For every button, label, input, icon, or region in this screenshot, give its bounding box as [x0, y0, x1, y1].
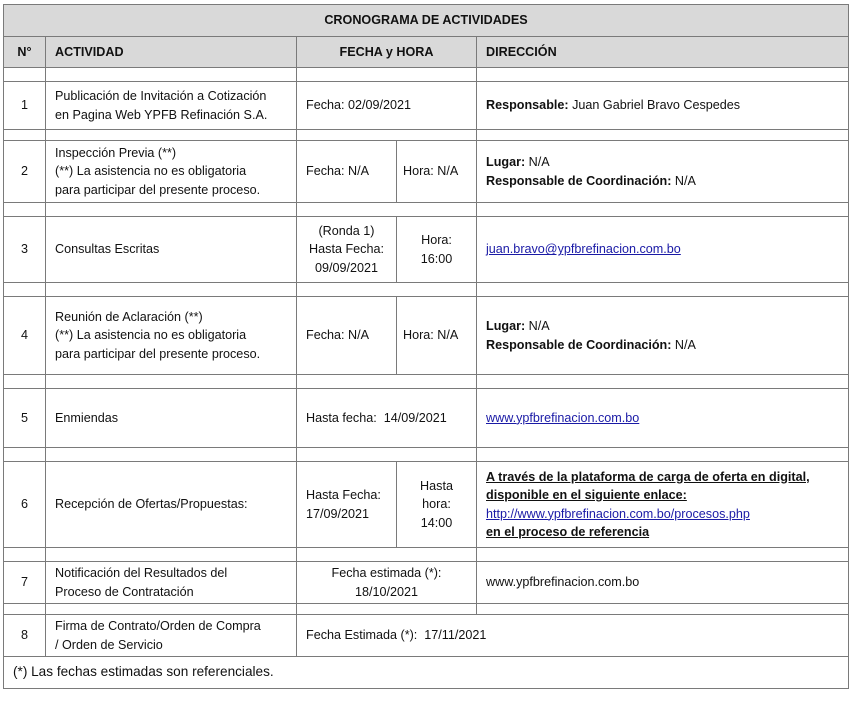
- row-number: 6: [4, 462, 46, 548]
- table-row: [4, 297, 849, 375]
- date-cell: Hasta fecha: 14/09/2021: [297, 389, 477, 448]
- email-link[interactable]: juan.bravo@ypfbrefinacion.com.bo: [486, 242, 681, 257]
- table-row: [4, 562, 849, 604]
- table-row: [4, 462, 849, 548]
- table-row: [4, 82, 849, 130]
- table-row: [4, 615, 849, 657]
- table-title: CRONOGRAMA DE ACTIVIDADES: [4, 5, 849, 37]
- direction-cell: A través de la plataforma de carga de oferta en digital, disponible en el siguiente enlace: http://www.ypfbrefinacion.com.bo/procesos.php en el proceso de referencia: [477, 462, 849, 548]
- row-number: 1: [4, 82, 46, 130]
- row-number: 2: [4, 141, 46, 203]
- row-number: 5: [4, 389, 46, 448]
- row-number: 3: [4, 217, 46, 283]
- col-header-fecha: FECHA y HORA: [297, 37, 477, 68]
- col-header-n: N°: [4, 37, 46, 68]
- activity-cell: Enmiendas: [46, 389, 297, 448]
- date-cell: Hasta Fecha: 17/09/2021: [297, 462, 397, 548]
- time-cell: Hora: N/A: [397, 141, 477, 203]
- row-number: 8: [4, 615, 46, 657]
- schedule-table: [3, 4, 849, 689]
- col-header-direccion: DIRECCIÓN: [477, 37, 849, 68]
- procesos-link[interactable]: http://www.ypfbrefinacion.com.bo/procesos.php: [486, 506, 750, 521]
- time-cell: Hora: N/A: [397, 297, 477, 375]
- date-cell: Fecha: 02/09/2021: [297, 82, 477, 130]
- website-link[interactable]: www.ypfbrefinacion.com.bo: [486, 410, 640, 425]
- activity-cell: Firma de Contrato/Orden de Compra / Orden de Servicio: [46, 615, 297, 657]
- date-cell: Fecha Estimada (*): 17/11/2021: [297, 615, 849, 657]
- date-cell: Fecha: N/A: [297, 297, 397, 375]
- date-cell: (Ronda 1) Hasta Fecha: 09/09/2021: [297, 217, 397, 283]
- direction-cell: Lugar: N/A Responsable de Coordinación: N/A: [477, 141, 849, 203]
- activity-cell: Consultas Escritas: [46, 217, 297, 283]
- activity-cell: Publicación de Invitación a Cotización en Pagina Web YPFB Refinación S.A.: [46, 82, 297, 130]
- direction-cell: [477, 389, 849, 448]
- row-number: 4: [4, 297, 46, 375]
- activity-cell: Recepción de Ofertas/Propuestas:: [46, 462, 297, 548]
- activity-cell: Notificación del Resultados del Proceso de Contratación: [46, 562, 297, 604]
- row-number: 7: [4, 562, 46, 604]
- col-header-actividad: ACTIVIDAD: [46, 37, 297, 68]
- activity-cell: Reunión de Aclaración (**) (**) La asistencia no es obligatoria para participar del presente proceso.: [46, 297, 297, 375]
- direction-cell: www.ypfbrefinacion.com.bo: [477, 562, 849, 604]
- direction-cell: Responsable: Juan Gabriel Bravo Cespedes: [477, 82, 849, 130]
- activity-cell: Inspección Previa (**) (**) La asistencia no es obligatoria para participar del presente proceso.: [46, 141, 297, 203]
- time-cell: Hora: 16:00: [397, 217, 477, 283]
- direction-cell: Lugar: N/A Responsable de Coordinación: N/A: [477, 297, 849, 375]
- time-cell: Hasta hora: 14:00: [397, 462, 477, 548]
- table-row: [4, 389, 849, 448]
- direction-cell: [477, 217, 849, 283]
- date-cell: Fecha estimada (*): 18/10/2021: [297, 562, 477, 604]
- date-cell: Fecha: N/A: [297, 141, 397, 203]
- table-row: [4, 141, 849, 203]
- footnote: (*) Las fechas estimadas son referenciales.: [4, 657, 849, 689]
- table-row: [4, 217, 849, 283]
